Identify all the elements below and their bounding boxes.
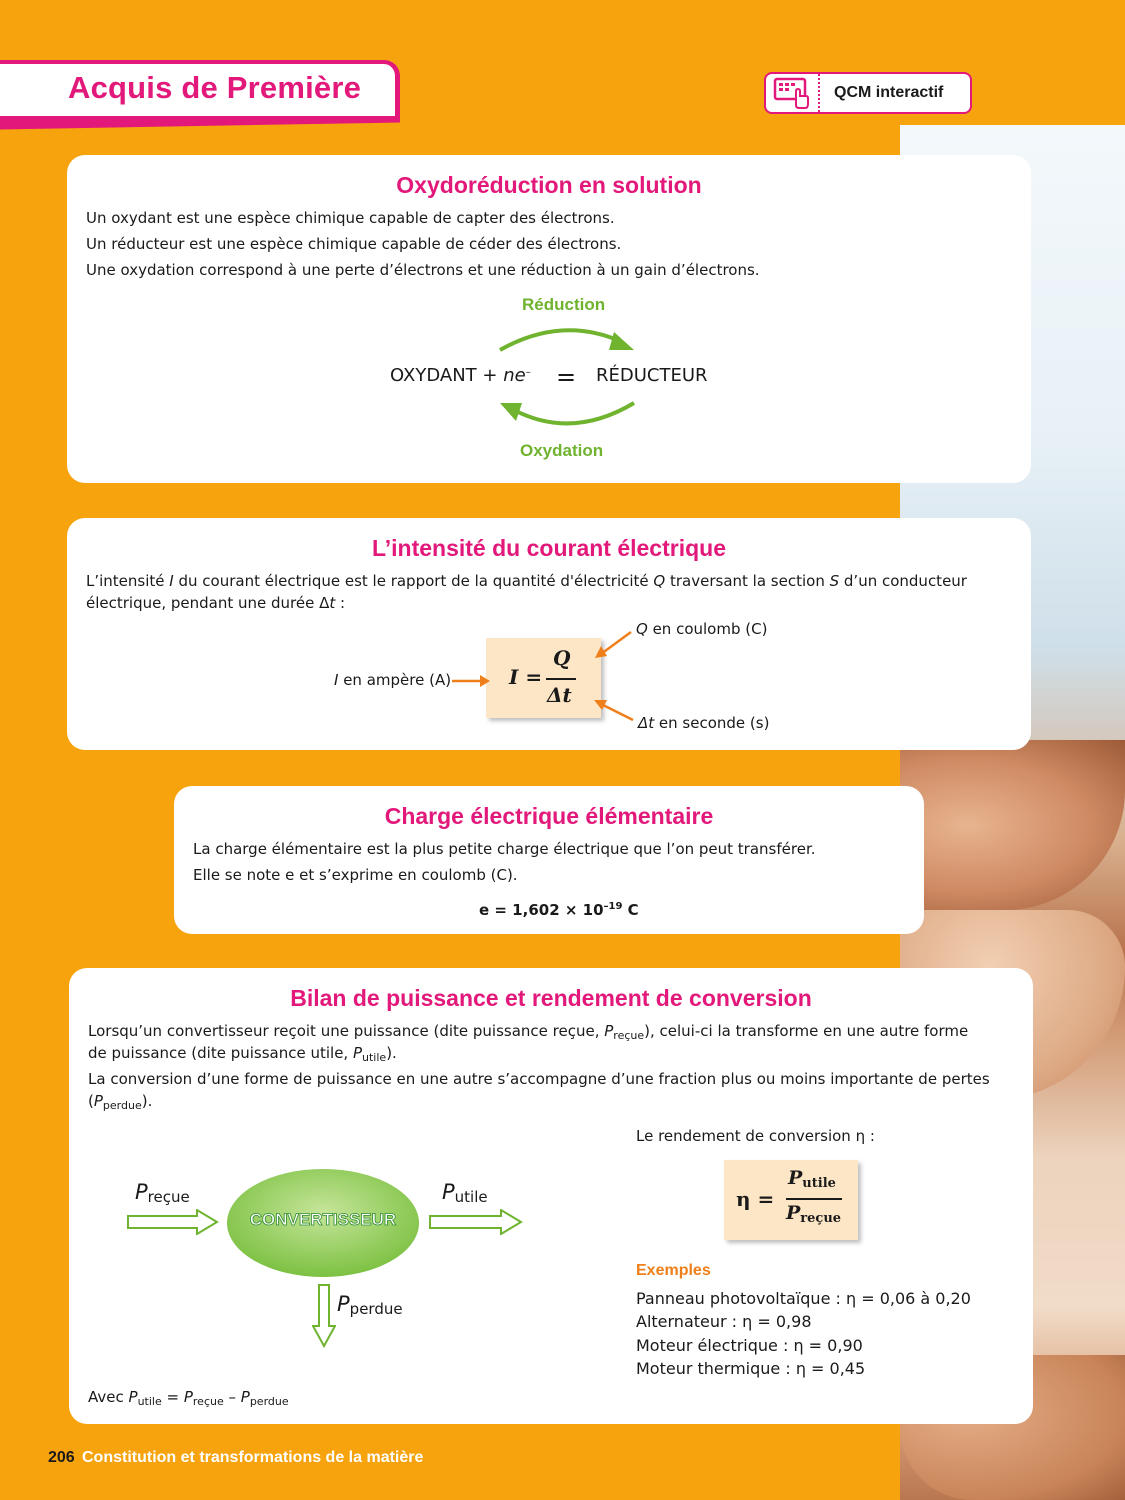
reduction-arrow (492, 320, 642, 355)
subscript: perdue (102, 1099, 142, 1112)
var-P: P (442, 1180, 455, 1204)
oxydation-label: Oxydation (520, 441, 604, 460)
frac-denominator (786, 1202, 841, 1226)
formula-numerator: Q (553, 646, 571, 670)
oxydation-arrow (492, 395, 642, 435)
example-item (636, 1288, 971, 1310)
label-I (334, 669, 451, 691)
input-arrow (127, 1209, 219, 1235)
eta-lhs: η = (736, 1187, 775, 1211)
p-utile-label (442, 1180, 488, 1206)
text-line: Elle se note e et s’exprime en coulomb (C). (193, 866, 518, 884)
subscript: perdue (249, 1395, 289, 1408)
qcm-icon-wrap (766, 74, 820, 112)
text-fragment: ). (141, 1092, 153, 1110)
electron-charge: – (525, 367, 531, 378)
page-title: Acquis de Première (68, 70, 362, 105)
var-P: P (240, 1388, 250, 1406)
text-line: La conversion d’une forme de puissance en une autre s’accompagne d’une fraction plus ou moins importante de pertes (88, 1070, 990, 1088)
subscript: utile (802, 1176, 836, 1191)
example-value: η = 0,06 à 0,20 (845, 1289, 971, 1308)
subscript: reçue (192, 1395, 224, 1408)
var-P: P (183, 1388, 193, 1406)
var-Q: Q (653, 572, 666, 590)
var-S: S (829, 572, 840, 590)
text-line: Une oxydation correspond à une perte d’électrons et une réduction à un gain d’électrons. (86, 261, 760, 279)
text-fragment: Lorsqu’un convertisseur reçoit une puissance (dite puissance reçue, (88, 1022, 605, 1040)
examples-title: Exemples (636, 1262, 711, 1279)
intensity-formula-box (486, 638, 601, 718)
formula-text: e = 1,602 × 10 (479, 901, 604, 919)
subscript: utile (362, 1051, 387, 1064)
example-value: η = 0,98 (742, 1312, 812, 1331)
card-title: L’intensité du courant électrique (371, 535, 726, 561)
label-t (638, 712, 769, 734)
fraction-bar (546, 678, 576, 680)
formula-unit: C (622, 901, 639, 919)
var-P: P (135, 1180, 148, 1204)
p-recue-label (135, 1180, 190, 1206)
avec-relation (88, 1386, 289, 1413)
text-line (86, 592, 345, 614)
text-line (88, 1042, 397, 1069)
text-fragment: ( (88, 1092, 94, 1110)
example-item (636, 1311, 812, 1333)
text-fragment: de puissance (dite puissance utile, (88, 1044, 353, 1062)
var-P: P (93, 1092, 103, 1110)
arrow-to-Q (591, 630, 635, 660)
oxydant-species (390, 365, 531, 386)
text-line (86, 570, 967, 592)
text-fragment: : (335, 594, 346, 612)
chapter-title: Constitution et transformations de la matière (82, 1449, 424, 1466)
card-intensite (67, 518, 1031, 750)
example-item (636, 1358, 865, 1380)
electron-symbol: ne (503, 365, 526, 386)
rendement-label: Le rendement de conversion η : (636, 1127, 875, 1145)
text-fragment: du courant électrique est le rapport de la quantité d'électricité (173, 572, 654, 590)
page-number: 206 (48, 1449, 75, 1466)
formula-lhs: I = (509, 665, 543, 689)
p-perdue-label (337, 1292, 403, 1318)
label-text: en seconde (s) (654, 714, 770, 732)
var-delta-t: Δt (638, 714, 655, 732)
example-label: Alternateur : (636, 1312, 743, 1331)
fraction-bar (786, 1198, 842, 1200)
text-fragment: ), celui-ci la transforme en une autre forme (644, 1022, 969, 1040)
text-line: Un réducteur est une espèce chimique capable de céder des électrons. (86, 235, 622, 253)
frac-numerator (788, 1167, 836, 1191)
var-I: I (334, 671, 339, 689)
example-value: η = 0,90 (793, 1336, 863, 1355)
formula-exponent: –19 (603, 901, 623, 912)
text-line (88, 1090, 152, 1117)
card-title: Charge électrique élémentaire (384, 803, 714, 829)
subscript: reçue (800, 1211, 842, 1226)
text-fragment: Avec (88, 1388, 129, 1406)
var-P: P (786, 1202, 801, 1224)
var-P: P (352, 1044, 363, 1062)
example-item (636, 1335, 863, 1357)
card-bilan-puissance (69, 968, 1033, 1424)
text-fragment: traversant la section (665, 572, 830, 590)
arrow-to-formula (452, 673, 492, 689)
var-Q: Q (636, 620, 648, 638)
text-line: Un oxydant est une espèce chimique capable de capter des électrons. (86, 209, 615, 227)
text-fragment: ). (386, 1044, 397, 1062)
reduction-label: Réduction (522, 295, 606, 314)
qcm-label: QCM interactif (834, 84, 944, 101)
rendement-formula-box (724, 1160, 858, 1240)
var-P: P (337, 1292, 350, 1316)
label-Q (636, 618, 767, 640)
finger-shape (900, 740, 1125, 910)
var-P: P (788, 1167, 803, 1189)
text-fragment: – (223, 1388, 241, 1406)
card-title: Bilan de puissance et rendement de conversion (290, 985, 812, 1011)
output-arrow (429, 1209, 523, 1235)
var-P: P (604, 1022, 614, 1040)
qcm-interactif-button[interactable] (764, 72, 972, 114)
loss-arrow (312, 1284, 336, 1348)
converter-label: CONVERTISSEUR (249, 1210, 397, 1229)
charge-formula (479, 896, 639, 921)
card-charge-elementaire (174, 786, 924, 934)
label-text: en ampère (A) (338, 671, 452, 689)
example-label: Panneau photovoltaïque : (636, 1289, 846, 1308)
equals-sign: = (556, 363, 577, 391)
reducteur-species: RÉDUCTEUR (596, 365, 708, 386)
card-oxydoreduction (67, 155, 1031, 483)
text-fragment: = (161, 1388, 184, 1406)
label-text: en coulomb (C) (647, 620, 768, 638)
text-fragment: L’intensité (86, 572, 170, 590)
example-label: Moteur thermique : (636, 1359, 796, 1378)
card-title: Oxydoréduction en solution (396, 172, 702, 198)
arrow-to-t (591, 696, 637, 724)
example-value: η = 0,45 (795, 1359, 866, 1378)
oxydant-text: OXYDANT + (390, 365, 498, 386)
formula-denominator: Δt (547, 683, 572, 707)
subscript: utile (137, 1395, 162, 1408)
var-t: t (329, 594, 336, 612)
touch-screen-icon (772, 76, 812, 110)
text-line: La charge élémentaire est la plus petite charge électrique que l’on peut transférer. (193, 840, 816, 858)
subscript: reçue (613, 1029, 645, 1042)
text-fragment: d’un conducteur (839, 572, 967, 590)
var-P: P (128, 1388, 138, 1406)
text-fragment: électrique, pendant une durée Δ (86, 594, 330, 612)
subscript: perdue (349, 1300, 403, 1318)
var-I: I (169, 572, 174, 590)
subscript: utile (454, 1188, 488, 1206)
subscript: reçue (147, 1188, 190, 1206)
example-label: Moteur électrique : (636, 1336, 794, 1355)
